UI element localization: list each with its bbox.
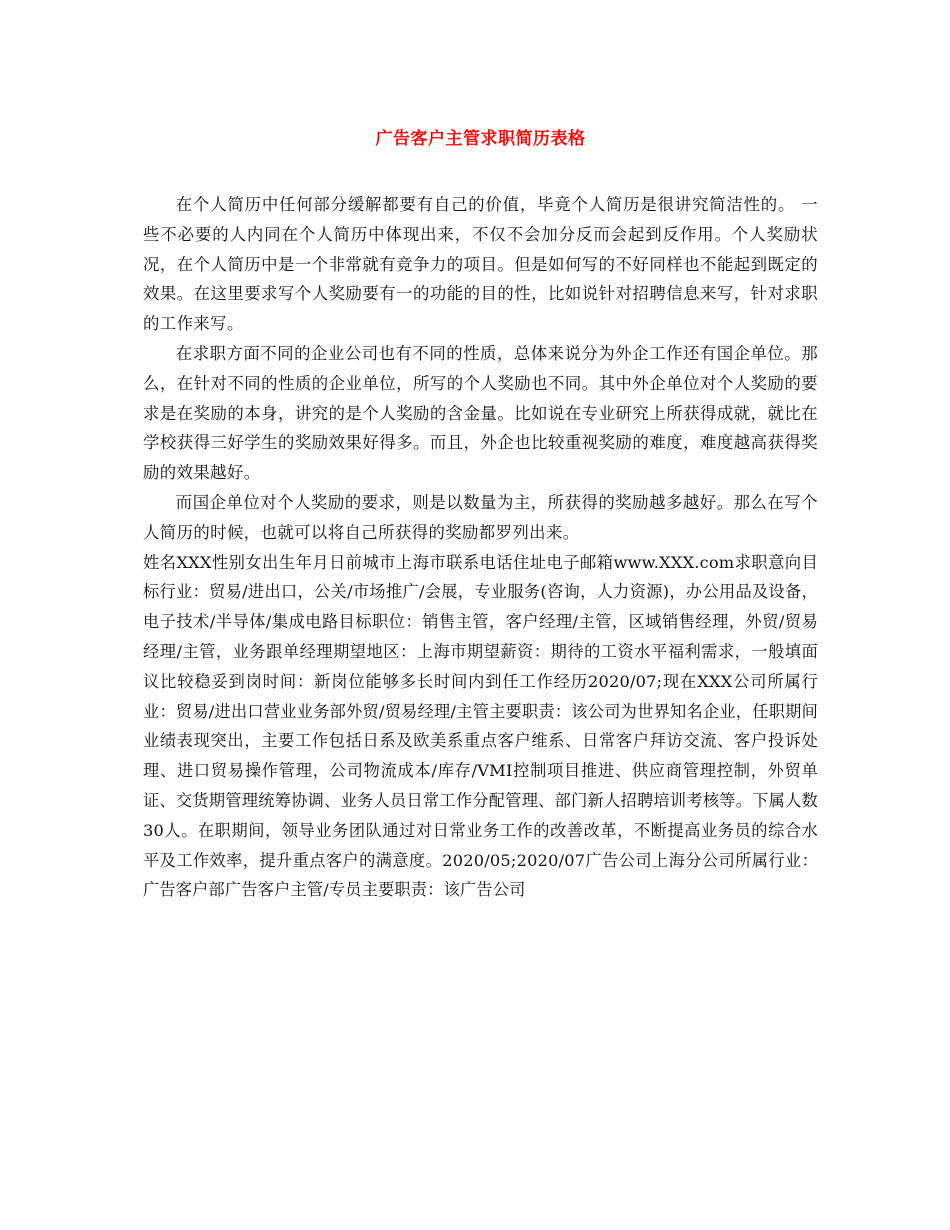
paragraph-foreign-vs-state-enterprise: 在求职方面不同的企业公司也有不同的性质，总体来说分为外企工作还有国企单位。那么，在针对不同的性质的企业单位，所写的个人奖励也不同。其中外企单位对个人奖励的要求是在奖励的本身，讲究的是个人奖励的含金量。比如说在专业研究上所获得成就，就比在学校获得三好学生的奖励效果好得多。而且，外企也比较重视奖励的难度，难度越高获得奖励的效果越好。	[143, 343, 818, 483]
paragraph-resume-details: 姓名XXX性别女出生年月日前城市上海市联系电话住址电子邮箱www.XXX.com求职意向目标行业：贸易/进出口，公关/市场推广/会展，专业服务(咨询，人力资源)，办公用品及设备，电子技术/半导体/集成电路目标职位：销售主管，客户经理/主管，区域销售经理，外贸/贸易经理/主管，业务跟单经理期望地区：上海市期望薪资：期待的工资水平福利需求，一般填面议比较稳妥到岗时间：新岗位能够多长时间内到任工作经历2020/07;现在XXX公司所属行业：贸易/进出口营业业务部外贸/贸易经理/主管主要职责：该公司为世界知名企业，任职期间业绩表现突出，主要工作包括日系及欧美系重点客户维系、日常客户拜访交流、客户投诉处理、进口贸易操作管理，公司物流成本/库存/VMI控制项目推进、供应商管理控制，外贸单证、交货期管理统筹协调、业务人员日常工作分配管理、部门新人招聘培训考核等。下属人数30人。在职期间，领导业务团队通过对日常业务工作的改善改革，不断提高业务员的综合水平及工作效率，提升重点客户的满意度。2020/05;2020/07广告公司上海分公司所属行业：广告客户部广告客户主管/专员主要职责：该广告公司	[143, 552, 818, 900]
paragraph-resume-awards-intro: 在个人简历中任何部分缓解都要有自己的价值，毕竟个人简历是很讲究简洁性的。 一些不必要的人内同在个人简历中体现出来，不仅不会加分反而会起到反作用。个人奖励状况，在个人简历中是一个非常就有竞争力的项目。但是如何写的不好同样也不能起到既定的效果。在这里要求写个人奖励要有一的功能的目的性，比如说针对招聘信息来写，针对求职的工作来写。	[143, 195, 818, 334]
paragraph-state-enterprise-awards: 而国企单位对个人奖励的要求，则是以数量为主，所获得的奖励越多越好。那么在写个人简历的时候，也就可以将自己所获得的奖励都罗列出来。	[143, 492, 818, 542]
document-title: 广告客户主管求职简历表格	[375, 129, 586, 149]
document-page	[143, 0, 818, 1230]
document-body	[143, 190, 818, 905]
